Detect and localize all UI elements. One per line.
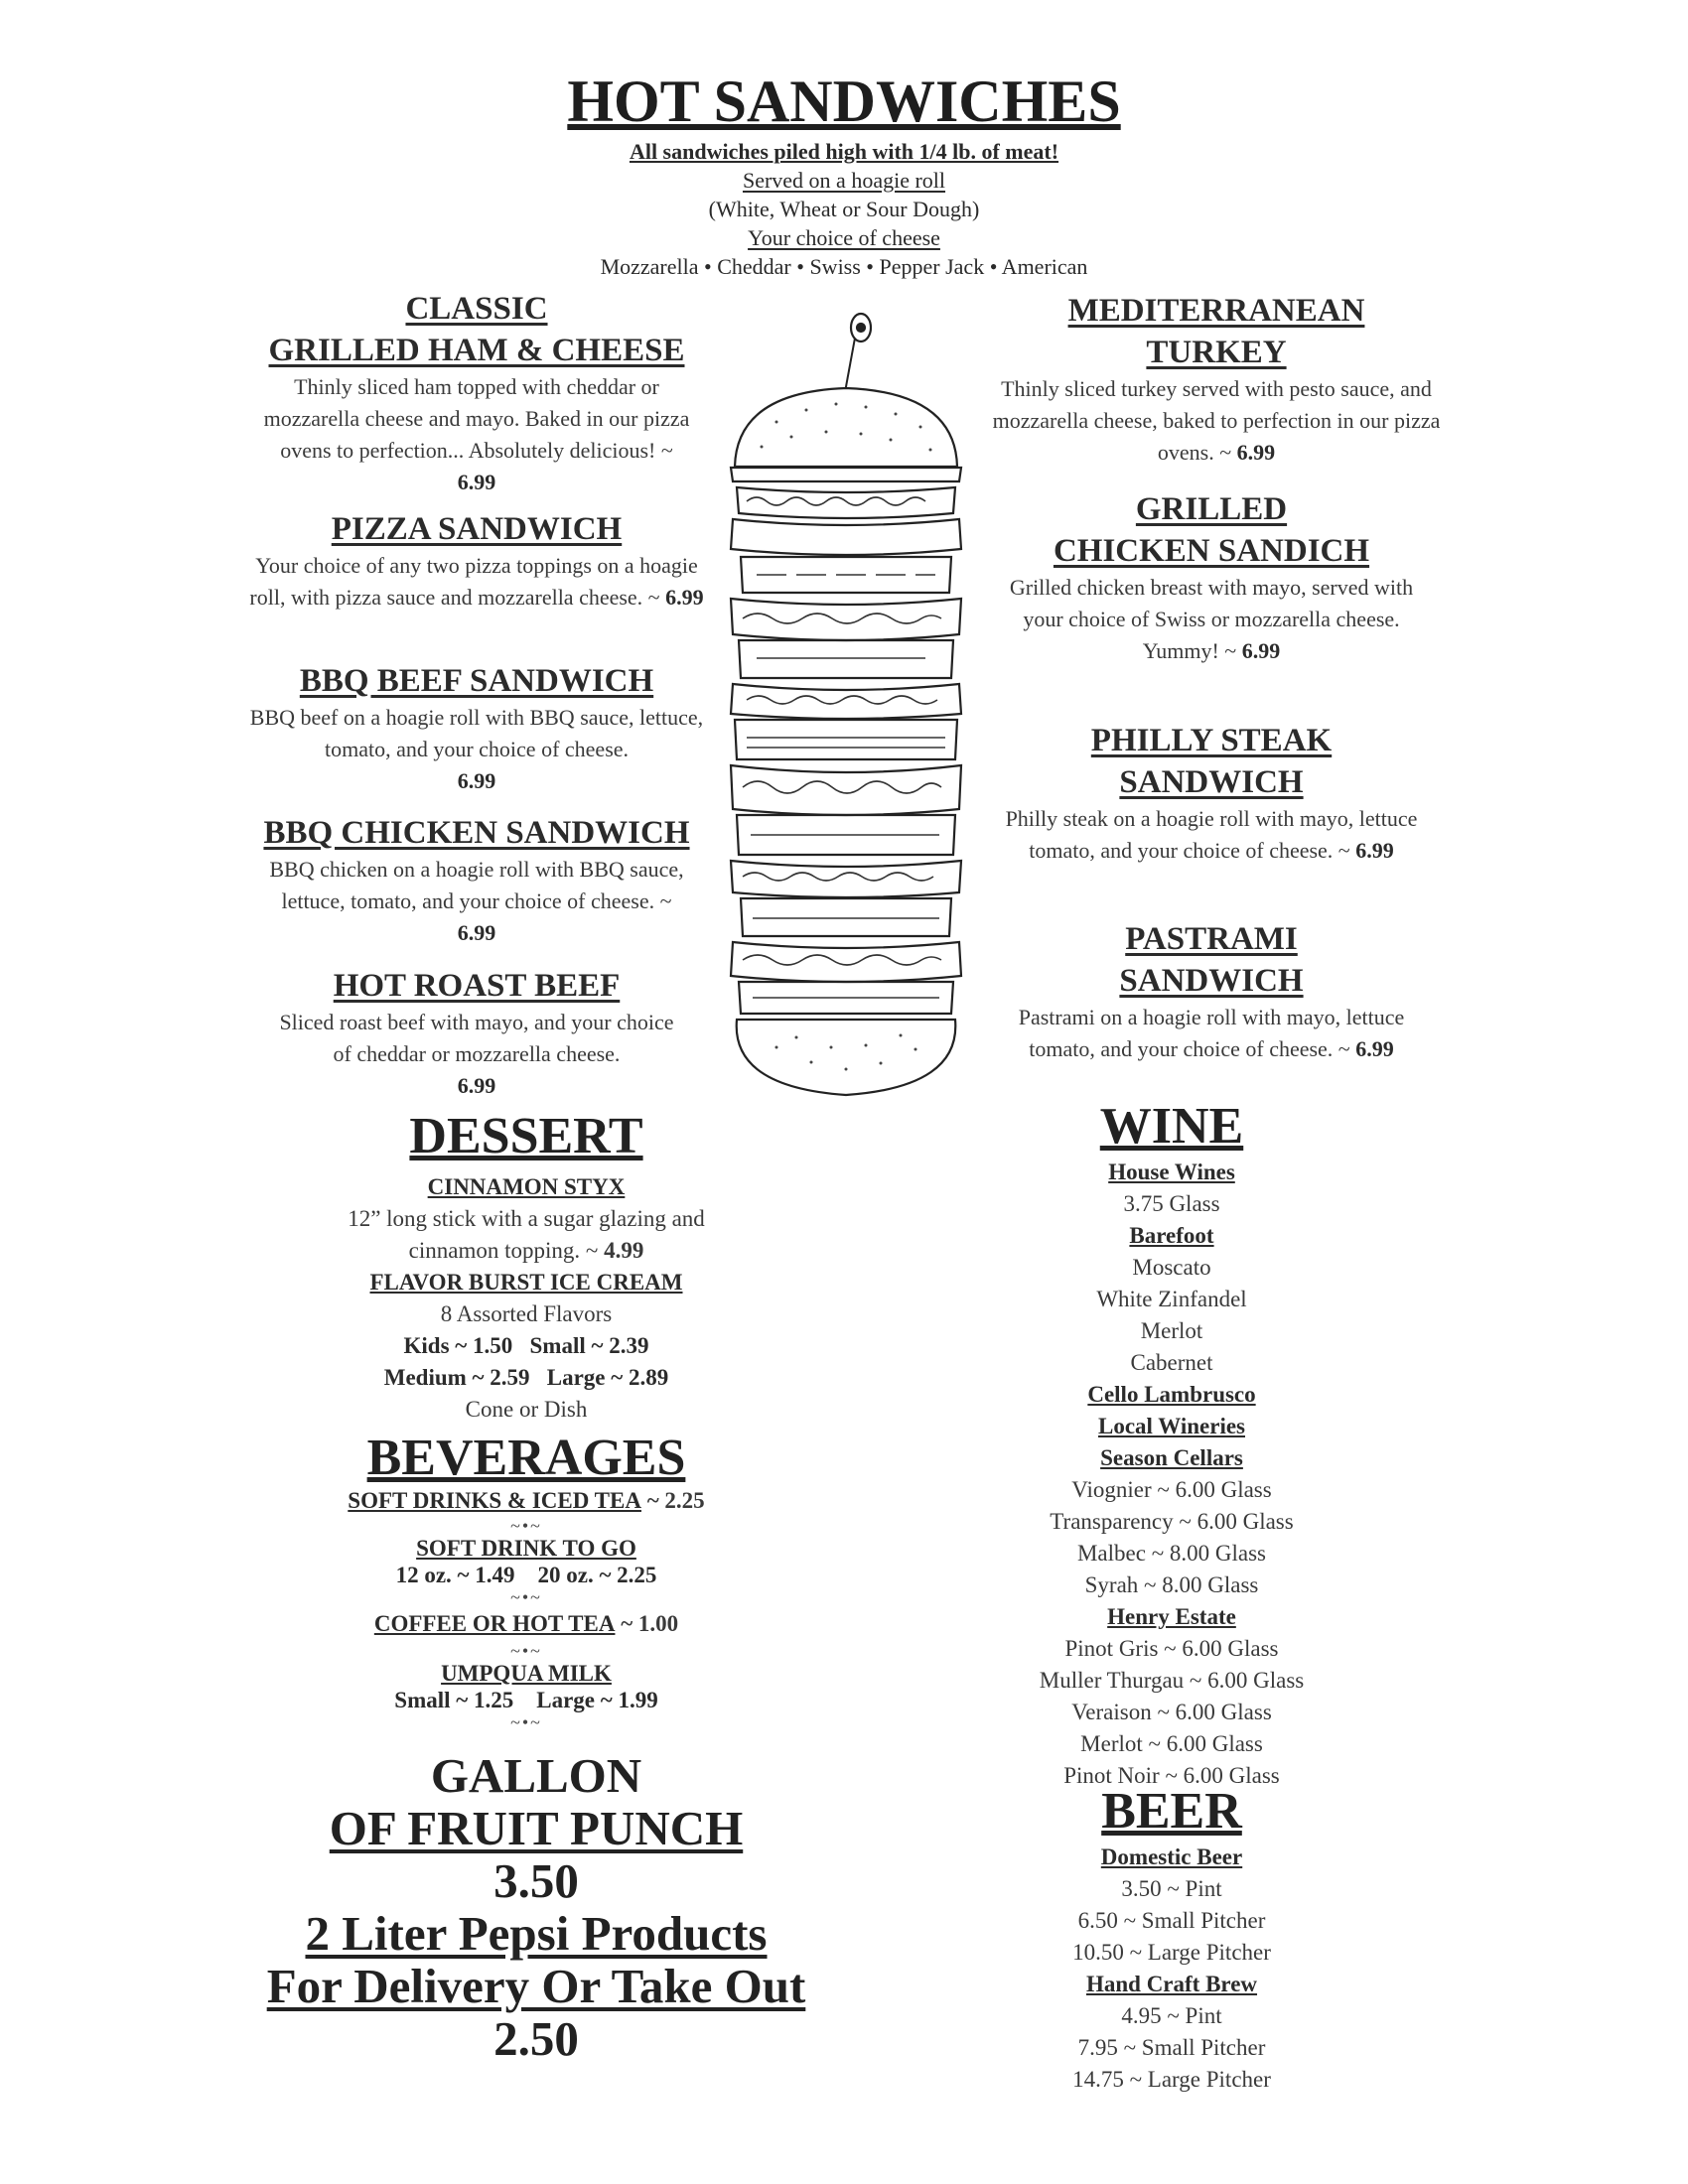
item-name: PIZZA SANDWICH [331,511,623,547]
wine-section [993,1097,1350,1792]
item-desc: Pastrami on a hoagie roll with mayo, lettuce tomato, and your choice of cheese. ~ [1018,1005,1405,1061]
dessert-title: DESSERT [409,1108,643,1164]
umpqua-milk-sizes: Small ~ 1.25 Large ~ 1.99 [394,1688,658,1712]
item-name: GRILLED HAM & CHEESE [268,333,685,368]
item-name: BBQ BEEF SANDWICH [299,663,654,699]
soft-drink-to-go-sizes: 12 oz. ~ 1.49 20 oz. ~ 2.25 [395,1563,657,1587]
wine-item: Syrah ~ 8.00 Glass [1084,1572,1259,1597]
bread-options: (White, Wheat or Sour Dough) [708,197,980,221]
item-name: CHICKEN SANDICH [1053,533,1370,569]
soft-drink-to-go-name: SOFT DRINK TO GO [416,1536,636,1561]
item-price: 6.99 [1355,1036,1394,1061]
beverages-title: BEVERAGES [366,1430,686,1486]
dessert-items [328,1171,725,1426]
tagline: All sandwiches piled high with 1/4 lb. of meat! [629,139,1059,164]
wine-item: Pinot Gris ~ 6.00 Glass [1064,1636,1279,1661]
item-name: PHILLY STEAK [1090,723,1333,758]
right-item-grilled-chicken [993,488,1430,667]
house-wines-heading: House Wines [1108,1160,1235,1184]
dessert-section [328,1107,725,1166]
gallon-line: OF FRUIT PUNCH [329,1801,744,1855]
ice-cream-sizes: Medium ~ 2.59 Large ~ 2.89 [383,1365,669,1390]
wine-item: Merlot ~ 6.00 Glass [1080,1731,1263,1756]
right-item-pastrami [983,918,1440,1065]
cone-or-dish: Cone or Dish [465,1397,588,1422]
pepsi-line: 2 Liter Pepsi Products [305,1906,768,1961]
left-item-bbq-chicken [248,812,705,949]
item-desc: Sliced roast beef with mayo, and your choice of cheddar or mozzarella cheese. [279,1010,674,1066]
cheese-heading: Your choice of cheese [748,225,940,250]
pepsi-line: For Delivery Or Take Out [266,1959,806,2013]
cheese-options: Mozzarella • Cheddar • Swiss • Pepper Jack • American [600,254,1088,279]
item-name: SANDWICH [1119,963,1304,999]
specials-section [228,1749,844,2065]
wine-item: Veraison ~ 6.00 Glass [1071,1700,1272,1724]
item-price: 6.99 [665,585,704,610]
umpqua-milk-name: UMPQUA MILK [441,1661,612,1686]
beer-section [993,1782,1350,2096]
beverages-section [298,1432,755,1731]
right-item-philly [993,720,1430,867]
cello-heading: Cello Lambrusco [1087,1382,1256,1407]
hand-craft-heading: Hand Craft Brew [1085,1972,1258,1996]
beer-item: 6.50 ~ Small Pitcher [1077,1908,1266,1933]
item-name: MEDITERRANEAN [1067,293,1365,329]
ice-cream-sizes: Kids ~ 1.50 Small ~ 2.39 [403,1333,649,1358]
ice-cream-flavors: 8 Assorted Flavors [440,1301,613,1326]
gallon-price: 3.50 [493,1853,579,1908]
item-name: TURKEY [1146,335,1287,370]
item-desc: Grilled chicken breast with mayo, served with your choice of Swiss or mozzarella cheese. Yummy! ~ [1009,575,1414,663]
item-desc: Thinly sliced turkey served with pesto sauce, and mozzarella cheese, baked to perfection in our pizza ovens. ~ [992,376,1441,465]
soft-drinks-price: ~ 2.25 [646,1488,705,1513]
cinnamon-styx-price: 4.99 [604,1238,644,1263]
item-name: SANDWICH [1119,764,1304,800]
pepsi-price: 2.50 [493,2011,579,2066]
item-desc: Your choice of any two pizza toppings on a hoagie roll, with pizza sauce and mozzarella cheese. ~ [249,553,698,610]
wine-item: Viognier ~ 6.00 Glass [1071,1477,1272,1502]
item-price: 6.99 [457,1073,496,1098]
item-desc: Thinly sliced ham topped with cheddar or mozzarella cheese and mayo. Baked in our pizza ovens to perfection... Absolutely delicious! ~ [263,374,690,463]
separator: ~•~ [510,1641,542,1661]
left-item-pizza [248,508,705,614]
beer-title: BEER [1101,1783,1242,1840]
sandwich-illustration [717,293,975,1137]
page-title: HOT SANDWICHES [567,68,1121,134]
wine-item: Merlot [1140,1318,1203,1343]
item-price: 6.99 [457,470,496,494]
separator: ~•~ [510,1712,542,1732]
cinnamon-styx-desc: 12” long stick with a sugar glazing and cinnamon topping. ~ [348,1206,705,1263]
beer-item: 7.95 ~ Small Pitcher [1077,2035,1266,2060]
item-desc: BBQ chicken on a hoagie roll with BBQ sauce, lettuce, tomato, and your choice of cheese. ~ [269,857,684,913]
henry-estate-heading: Henry Estate [1107,1604,1236,1629]
left-item-ham [248,288,705,498]
intro-block [447,137,1241,281]
served-on: Served on a hoagie roll [742,168,946,193]
beer-item: 10.50 ~ Large Pitcher [1072,1940,1271,1965]
season-cellars-heading: Season Cellars [1100,1445,1243,1470]
separator: ~•~ [510,1516,542,1536]
right-item-turkey [983,290,1450,469]
wine-item: Moscato [1132,1255,1211,1280]
item-price: 6.99 [1236,440,1276,465]
item-desc: Philly steak on a hoagie roll with mayo, lettuce tomato, and your choice of cheese. ~ [1005,806,1418,863]
local-wineries-heading: Local Wineries [1097,1414,1245,1438]
beer-item: 4.95 ~ Pint [1121,2003,1222,2028]
wine-item: Pinot Noir ~ 6.00 Glass [1063,1763,1280,1788]
left-item-roast-beef [248,965,705,1102]
coffee-name: COFFEE OR HOT TEA [373,1611,616,1636]
item-name: CLASSIC [405,291,548,327]
barefoot-heading: Barefoot [1129,1223,1214,1248]
item-price: 6.99 [1241,638,1281,663]
cinnamon-styx-name: CINNAMON STYX [427,1174,626,1199]
wine-item: Cabernet [1130,1350,1213,1375]
item-name: HOT ROAST BEEF [333,968,621,1004]
soft-drinks-name: SOFT DRINKS & ICED TEA [348,1488,641,1513]
beer-item: 3.50 ~ Pint [1121,1876,1222,1901]
separator: ~•~ [510,1587,542,1607]
item-price: 6.99 [457,920,496,945]
wine-item: White Zinfandel [1096,1287,1247,1311]
coffee-price: ~ 1.00 [621,1611,679,1636]
item-desc: BBQ beef on a hoagie roll with BBQ sauce, lettuce, tomato, and your choice of cheese. [249,705,704,761]
wine-item: Muller Thurgau ~ 6.00 Glass [1039,1668,1305,1693]
domestic-beer-heading: Domestic Beer [1100,1844,1243,1869]
item-name: PASTRAMI [1125,921,1298,957]
wine-item: Transparency ~ 6.00 Glass [1050,1509,1294,1534]
item-name: BBQ CHICKEN SANDWICH [263,815,690,851]
gallon-line: GALLON [430,1748,642,1803]
left-item-bbq-beef [248,660,705,797]
item-price: 6.99 [1355,838,1394,863]
house-wines-price: 3.75 Glass [1123,1191,1220,1216]
ice-cream-name: FLAVOR BURST ICE CREAM [369,1270,683,1295]
wine-title: WINE [1099,1098,1244,1155]
beer-item: 14.75 ~ Large Pitcher [1072,2067,1271,2092]
item-name: GRILLED [1135,491,1288,527]
wine-item: Malbec ~ 8.00 Glass [1076,1541,1267,1566]
item-price: 6.99 [457,768,496,793]
